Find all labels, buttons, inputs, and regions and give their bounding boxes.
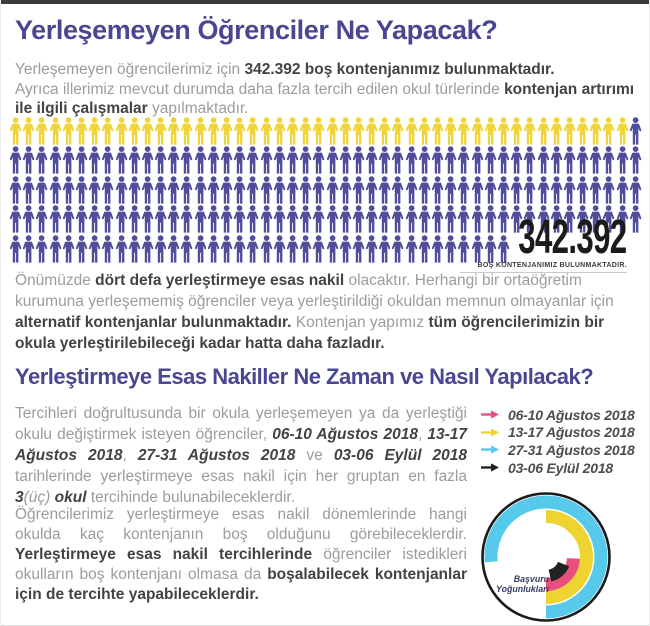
person-icon — [62, 235, 75, 263]
person-icon — [444, 235, 457, 263]
legend-item — [480, 406, 635, 424]
text-segment: 27-31 Ağustos 2018 — [137, 447, 296, 464]
person-icon — [62, 117, 75, 145]
person-icon — [167, 146, 180, 174]
person-icon — [260, 176, 273, 204]
person-icon — [444, 176, 457, 204]
person-icon — [431, 176, 444, 204]
person-icon — [75, 176, 88, 204]
person-icon — [312, 235, 325, 263]
person-icon — [128, 205, 141, 233]
person-icon — [260, 146, 273, 174]
person-icon — [326, 205, 339, 233]
donut-chart — [476, 487, 616, 626]
person-icon — [75, 235, 88, 263]
text-segment: Tercihleri doğrultusunda bir okula yerleşemeyen ya da yerleştiği okulu değiştirmek isteyen öğrenciler, — [15, 405, 467, 443]
person-icon — [299, 205, 312, 233]
section1-followup-paragraph — [15, 270, 639, 354]
person-icon — [391, 176, 404, 204]
person-icon — [220, 176, 233, 204]
legend-item — [480, 424, 635, 442]
person-icon — [484, 117, 497, 145]
person-icon — [233, 235, 246, 263]
person-icon — [405, 235, 418, 263]
text-segment: Öğrencilerimiz yerleştirmeye esas nakil dönemlerinde hangi okulda kaç kontenjanın boş olduğunu görebileceklerdir. — [15, 506, 467, 543]
person-icon — [339, 205, 352, 233]
text-segment: 06-10 Ağustos 2018 — [272, 426, 418, 443]
person-icon — [49, 117, 62, 145]
person-icon — [589, 146, 602, 174]
person-icon — [550, 117, 563, 145]
person-icon — [220, 146, 233, 174]
person-icon — [207, 176, 220, 204]
person-icon — [35, 117, 48, 145]
text-segment: 03-06 Eylül 2018 — [333, 447, 467, 464]
person-icon — [602, 176, 615, 204]
legend-label: 13-17 Ağustos 2018 — [508, 424, 635, 441]
person-icon — [365, 146, 378, 174]
person-icon — [167, 235, 180, 263]
person-icon — [576, 176, 589, 204]
text-segment: , — [417, 426, 428, 443]
person-icon — [312, 146, 325, 174]
person-icon — [141, 205, 154, 233]
person-icon — [589, 117, 602, 145]
person-icon — [115, 117, 128, 145]
person-icon — [312, 117, 325, 145]
section1-intro-paragraph — [15, 60, 639, 119]
person-icon — [326, 146, 339, 174]
person-icon — [312, 176, 325, 204]
person-icon — [115, 176, 128, 204]
person-icon — [49, 235, 62, 263]
person-icon — [260, 117, 273, 145]
person-icon — [391, 205, 404, 233]
text-segment: tarihlerinde yerleştirmeye esas nakil için her gruptan en fazla — [15, 468, 467, 485]
person-icon — [326, 235, 339, 263]
person-icon — [629, 205, 642, 233]
person-icon — [141, 146, 154, 174]
person-icon — [75, 205, 88, 233]
person-icon — [273, 117, 286, 145]
person-icon — [378, 146, 391, 174]
person-icon — [484, 146, 497, 174]
arrow-icon — [480, 409, 500, 420]
icon-row — [9, 146, 645, 174]
icon-row — [9, 176, 645, 204]
person-icon — [286, 146, 299, 174]
person-icon — [115, 205, 128, 233]
person-icon — [9, 146, 22, 174]
person-icon — [22, 176, 35, 204]
person-icon — [431, 205, 444, 233]
person-icon — [352, 235, 365, 263]
text-segment: olacaktır. Herhangi bir ortaöğretim kurumuna yerleşememiş öğrenciler veya yerleştirildiği okuldan memnun olmayanlar için — [15, 272, 614, 310]
person-icon — [207, 117, 220, 145]
person-icon — [273, 205, 286, 233]
person-icon — [537, 146, 550, 174]
person-icon — [378, 235, 391, 263]
person-icon — [444, 146, 457, 174]
person-icon — [154, 146, 167, 174]
text-segment: Yerleştirmeye esas nakil tercihlerinde — [15, 546, 313, 563]
person-icon — [75, 146, 88, 174]
person-icon — [194, 205, 207, 233]
legend-label: 27-31 Ağustos 2018 — [508, 441, 635, 458]
text-segment: alternatif kontenjanlar bulunmaktadır. — [15, 314, 292, 331]
text-segment: öğrenciler istedikleri okulların boş kontenjanı olmasa da — [15, 546, 467, 583]
person-icon — [233, 117, 246, 145]
text-segment: dört defa yerleştirmeye esas nakil — [95, 272, 345, 289]
person-icon — [101, 235, 114, 263]
person-icon — [418, 205, 431, 233]
person-icon — [326, 117, 339, 145]
person-icon — [141, 235, 154, 263]
donut-label-line1: Başvuru — [513, 574, 549, 584]
person-icon — [523, 176, 536, 204]
person-icon — [629, 176, 642, 204]
person-icon — [101, 176, 114, 204]
person-icon — [88, 117, 101, 145]
person-icon — [9, 176, 22, 204]
donut-label-line2: Yoğunlukları — [496, 583, 549, 594]
person-icon — [9, 117, 22, 145]
person-icon — [339, 176, 352, 204]
person-icon — [405, 117, 418, 145]
person-icon — [471, 117, 484, 145]
person-icon — [22, 117, 35, 145]
person-icon — [128, 235, 141, 263]
text-segment: boşalabilecek kontenjanlar için de tercihte yapabileceklerdir. — [15, 566, 467, 603]
person-icon — [444, 205, 457, 233]
person-icon — [35, 176, 48, 204]
person-icon — [101, 146, 114, 174]
person-icon — [391, 235, 404, 263]
donut-label — [441, 575, 549, 595]
person-icon — [35, 205, 48, 233]
person-icon — [286, 205, 299, 233]
person-icon — [352, 146, 365, 174]
person-icon — [563, 117, 576, 145]
text-segment: yapılmaktadır. — [147, 100, 249, 117]
person-icon — [378, 117, 391, 145]
person-icon — [9, 205, 22, 233]
person-icon — [537, 117, 550, 145]
person-icon — [141, 176, 154, 204]
person-icon — [167, 176, 180, 204]
person-icon — [260, 235, 273, 263]
person-icon — [49, 146, 62, 174]
legend-label: 06-10 Ağustos 2018 — [508, 406, 635, 423]
person-icon — [180, 176, 193, 204]
person-icon — [154, 117, 167, 145]
person-icon — [576, 117, 589, 145]
person-icon — [233, 146, 246, 174]
person-icon — [405, 205, 418, 233]
text-segment: Kontenjan yapımız — [291, 314, 429, 331]
text-segment: 3 — [15, 489, 24, 506]
section2-title: Yerleştirmeye Esas Nakiller Ne Zaman ve Nasıl Yapılacak? — [15, 364, 594, 389]
person-icon — [233, 176, 246, 204]
person-icon — [286, 176, 299, 204]
person-icon — [589, 176, 602, 204]
person-icon — [286, 235, 299, 263]
person-icon — [128, 117, 141, 145]
person-icon — [180, 117, 193, 145]
person-icon — [326, 176, 339, 204]
person-icon — [220, 235, 233, 263]
person-icon — [273, 146, 286, 174]
arrow-icon — [480, 427, 500, 438]
person-icon — [154, 176, 167, 204]
person-icon — [207, 146, 220, 174]
person-icon — [167, 117, 180, 145]
person-icon — [602, 146, 615, 174]
person-icon — [616, 176, 629, 204]
text-segment: 13-17 Ağustos 2018 — [15, 426, 467, 464]
person-icon — [88, 235, 101, 263]
person-icon — [246, 117, 259, 145]
person-icon — [471, 176, 484, 204]
person-icon — [154, 235, 167, 263]
person-icon — [457, 117, 470, 145]
person-icon — [497, 146, 510, 174]
person-icon — [167, 205, 180, 233]
person-icon — [62, 146, 75, 174]
person-icon — [88, 205, 101, 233]
text-segment: (üç) — [23, 489, 51, 506]
person-icon — [220, 205, 233, 233]
person-icon — [418, 117, 431, 145]
person-icon — [352, 205, 365, 233]
text-segment: Yerleşemeyen öğrencilerimiz için — [15, 61, 245, 78]
person-icon — [62, 205, 75, 233]
text-segment: Önümüzde — [15, 272, 96, 289]
person-icon — [339, 235, 352, 263]
person-icon — [9, 235, 22, 263]
person-icon — [431, 235, 444, 263]
person-icon — [510, 176, 523, 204]
person-icon — [537, 176, 550, 204]
person-icon — [194, 146, 207, 174]
person-icon — [418, 176, 431, 204]
person-icon — [602, 117, 615, 145]
person-icon — [286, 117, 299, 145]
person-icon — [418, 235, 431, 263]
person-icon — [49, 205, 62, 233]
person-icon — [220, 117, 233, 145]
person-icon — [194, 176, 207, 204]
person-icon — [246, 235, 259, 263]
person-icon — [35, 146, 48, 174]
text-segment: , — [122, 447, 138, 464]
person-icon — [523, 146, 536, 174]
arrow-icon — [480, 444, 500, 455]
person-icon — [365, 117, 378, 145]
person-icon — [49, 176, 62, 204]
person-icon — [246, 205, 259, 233]
person-icon — [378, 176, 391, 204]
person-icon — [180, 235, 193, 263]
person-icon — [510, 146, 523, 174]
person-icon — [22, 205, 35, 233]
person-icon — [523, 117, 536, 145]
stat-caption: BOŞ KONTENJANIMIZ BULUNMAKTADIR. — [460, 262, 627, 273]
person-icon — [299, 235, 312, 263]
section1-title: Yerleşemeyen Öğrenciler Ne Yapacak? — [15, 15, 498, 45]
person-icon — [207, 235, 220, 263]
person-icon — [365, 176, 378, 204]
person-icon — [128, 146, 141, 174]
text-segment: tercihinde bulunabileceklerdir. — [86, 489, 296, 506]
person-icon — [497, 117, 510, 145]
text-segment: tüm öğrencilerimizin bir okula yerleştirilebileceği kadar hatta daha fazladır. — [15, 314, 605, 352]
person-icon — [207, 205, 220, 233]
person-icon — [180, 146, 193, 174]
person-icon — [273, 176, 286, 204]
person-icon — [563, 176, 576, 204]
person-icon — [101, 117, 114, 145]
person-icon — [194, 235, 207, 263]
person-icon — [629, 146, 642, 174]
person-icon — [22, 235, 35, 263]
person-icon — [352, 117, 365, 145]
person-icon — [22, 146, 35, 174]
person-icon — [299, 176, 312, 204]
person-icon — [88, 146, 101, 174]
legend — [480, 406, 635, 476]
person-icon — [497, 176, 510, 204]
person-icon — [128, 176, 141, 204]
person-icon — [391, 146, 404, 174]
person-icon — [457, 176, 470, 204]
person-icon — [431, 117, 444, 145]
person-icon — [35, 235, 48, 263]
person-icon — [339, 117, 352, 145]
person-icon — [616, 146, 629, 174]
person-icon — [629, 117, 642, 145]
person-icon — [339, 146, 352, 174]
person-icon — [616, 117, 629, 145]
person-icon — [246, 146, 259, 174]
person-icon — [471, 146, 484, 174]
person-icon — [550, 176, 563, 204]
text-segment: kontenjan artırımı ile ilgili çalışmalar — [15, 80, 635, 117]
person-icon — [391, 117, 404, 145]
person-icon — [62, 176, 75, 204]
person-icon — [75, 117, 88, 145]
legend-item — [480, 441, 635, 459]
person-icon — [365, 205, 378, 233]
person-icon — [444, 117, 457, 145]
person-icon — [576, 146, 589, 174]
person-icon — [457, 146, 470, 174]
person-icon — [550, 146, 563, 174]
person-icon — [299, 146, 312, 174]
section2-paragraph-dates — [15, 403, 467, 508]
person-icon — [418, 146, 431, 174]
person-icon — [115, 146, 128, 174]
top-bar — [1, 0, 649, 4]
legend-item — [480, 459, 635, 477]
person-icon — [312, 205, 325, 233]
person-icon — [378, 205, 391, 233]
person-icon — [405, 176, 418, 204]
person-icon — [233, 205, 246, 233]
person-icon — [101, 205, 114, 233]
text-segment: 342.392 boş kontenjanımız bulunmaktadır. — [244, 61, 555, 78]
arrow-icon — [480, 462, 500, 473]
text-segment: Ayrıca illerimiz mevcut durumda daha fazla tercih edilen okul türlerinde — [15, 80, 505, 98]
person-icon — [260, 205, 273, 233]
person-icon — [431, 146, 444, 174]
person-icon — [246, 176, 259, 204]
stat-number: 342.392 — [518, 211, 627, 264]
person-icon — [484, 176, 497, 204]
icon-row — [9, 117, 645, 145]
person-icon — [405, 146, 418, 174]
stat-block — [460, 211, 627, 273]
person-icon — [115, 235, 128, 263]
text-segment: okul — [54, 489, 87, 506]
legend-label: 03-06 Eylül 2018 — [508, 459, 613, 476]
person-icon — [194, 117, 207, 145]
section2-paragraph-transfers — [15, 505, 467, 605]
person-icon — [563, 146, 576, 174]
person-icon — [510, 117, 523, 145]
person-icon — [141, 117, 154, 145]
text-segment: ve — [295, 447, 334, 464]
person-icon — [299, 117, 312, 145]
person-icon — [180, 205, 193, 233]
person-icon — [273, 235, 286, 263]
person-icon — [154, 205, 167, 233]
person-icon — [352, 176, 365, 204]
person-icon — [365, 235, 378, 263]
person-icon — [88, 176, 101, 204]
